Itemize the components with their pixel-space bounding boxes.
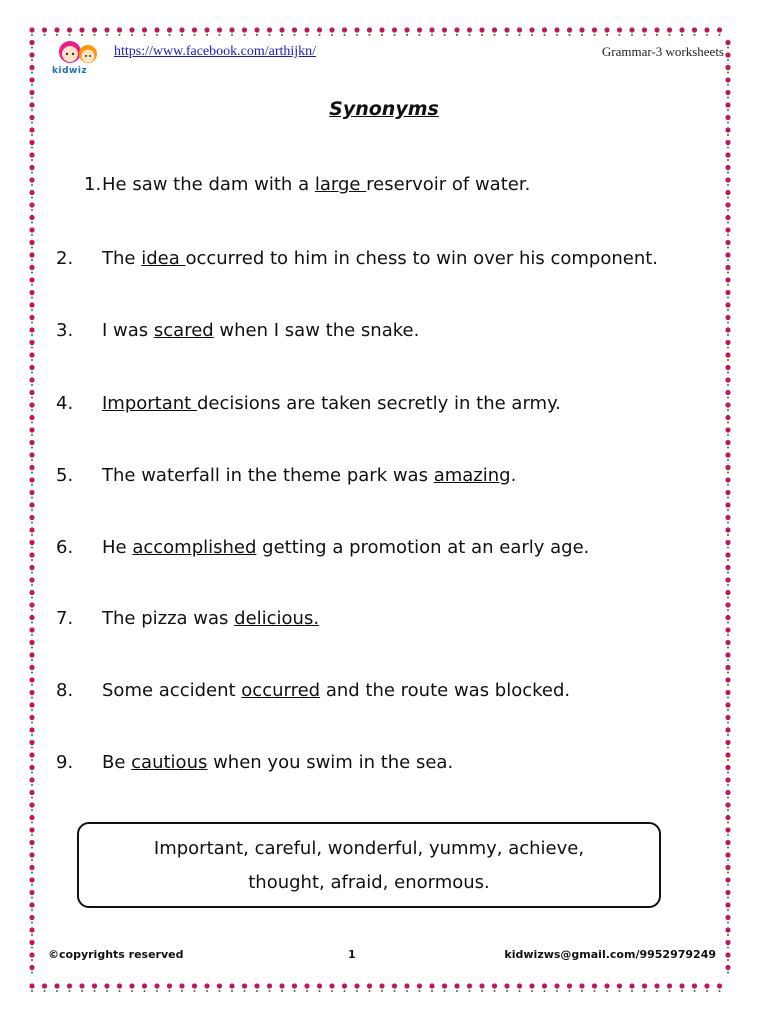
sentence-number: 9. (56, 752, 74, 773)
sentence-text: I was (102, 320, 154, 341)
sentence-text: occurred to him in chess to win over his component. (185, 248, 659, 269)
sentence-item (84, 174, 530, 195)
sentence-text: . (510, 465, 517, 486)
underlined-word: Important (102, 393, 197, 414)
sentence-text: Some accident (102, 680, 242, 701)
sentence-item (56, 537, 589, 558)
sentence-number: 8. (56, 680, 74, 701)
kidwiz-logo-icon (48, 36, 110, 80)
sentence-number: 3. (56, 320, 74, 341)
sentence-text: The pizza was (102, 608, 235, 629)
sentence-text: when I saw the snake. (213, 320, 420, 341)
logo-text: kidwiz (52, 66, 88, 76)
sentence-text: decisions are taken secretly in the army. (196, 393, 561, 414)
word-bank-line-1: Important, careful, wonderful, yummy, achieve, (153, 838, 585, 859)
footer-contact: kidwizws@gmail.com/9952979249 (504, 948, 716, 961)
sentence-number: 2. (56, 248, 74, 269)
header (48, 36, 724, 86)
sentence-text: and the route was blocked. (320, 680, 571, 701)
underlined-word: scared (153, 320, 214, 341)
sentence-text: when you swim in the sea. (207, 752, 454, 773)
sentence-text: getting a promotion at an early age. (256, 537, 590, 558)
footer-copyright: ©copyrights reserved (48, 948, 184, 961)
sentence-number: 4. (56, 393, 74, 414)
sentence-item (56, 752, 453, 773)
sentence-text: Be (102, 752, 132, 773)
underlined-word: cautious (131, 752, 208, 773)
sentence-item (56, 608, 319, 629)
underlined-word: idea (141, 248, 186, 269)
sentence-text: He (102, 537, 133, 558)
sentence-text: The (102, 248, 142, 269)
underlined-word: occurred (241, 680, 321, 701)
underlined-word: delicious. (234, 608, 320, 629)
sentence-number: 1. (84, 174, 102, 195)
word-bank-line-2: thought, afraid, enormous. (248, 872, 490, 893)
sentence-text: The waterfall in the theme park was (102, 465, 434, 486)
sentence-item (56, 248, 658, 269)
underlined-word: accomplished (132, 537, 257, 558)
sentence-number: 5. (56, 465, 74, 486)
sentence-item (56, 680, 570, 701)
sentence-item (56, 465, 516, 486)
underlined-word: amazing (433, 465, 511, 486)
worksheet-series-label: Grammar-3 worksheets (601, 44, 724, 59)
footer-page-number: 1 (348, 948, 356, 961)
sentence-number: 6. (56, 537, 74, 558)
sentence-text: He saw the dam with a (102, 174, 315, 195)
word-bank-box (77, 822, 661, 908)
sentence-text: reservoir of water. (366, 174, 531, 195)
sentence-number: 7. (56, 608, 74, 629)
facebook-link[interactable]: https://www.facebook.com/arthijkn/ (114, 44, 317, 59)
underlined-word: large (314, 174, 367, 195)
page-title: Synonyms (329, 98, 439, 120)
sentence-item (56, 320, 419, 341)
sentence-item (56, 393, 561, 414)
